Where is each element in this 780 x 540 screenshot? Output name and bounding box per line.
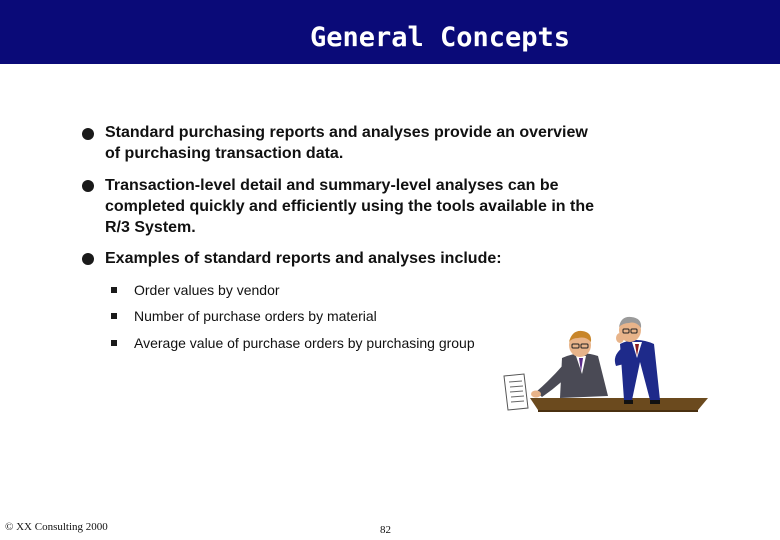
sub-bullet-text: Number of purchase orders by material [134, 308, 377, 324]
bullet-icon [82, 180, 94, 192]
bullet-text: Examples of standard reports and analyses include: [105, 250, 502, 267]
bullet-icon [82, 128, 94, 140]
sub-bullet-icon [111, 287, 117, 293]
slide-title: General Concepts [309, 22, 571, 53]
businessmen-illustration [490, 300, 720, 425]
page-number: 82 [380, 524, 391, 536]
bullet-text: Standard purchasing reports and analyses provide an overview of purchasing transaction data. [105, 124, 588, 162]
bullet-text: Transaction-level detail and summary-level analyses can be completed quickly and efficiently using the tools available in the R/3 System. [105, 177, 594, 236]
sub-bullet-icon [111, 313, 117, 319]
sub-bullet-text: Order values by vendor [134, 282, 280, 298]
sub-bullet-icon [111, 340, 117, 346]
bullet-icon [82, 253, 94, 265]
copyright-footer: © XX Consulting 2000 [5, 521, 108, 533]
title-bar [0, 0, 780, 64]
sub-bullet-text: Average value of purchase orders by purchasing group [134, 335, 475, 351]
